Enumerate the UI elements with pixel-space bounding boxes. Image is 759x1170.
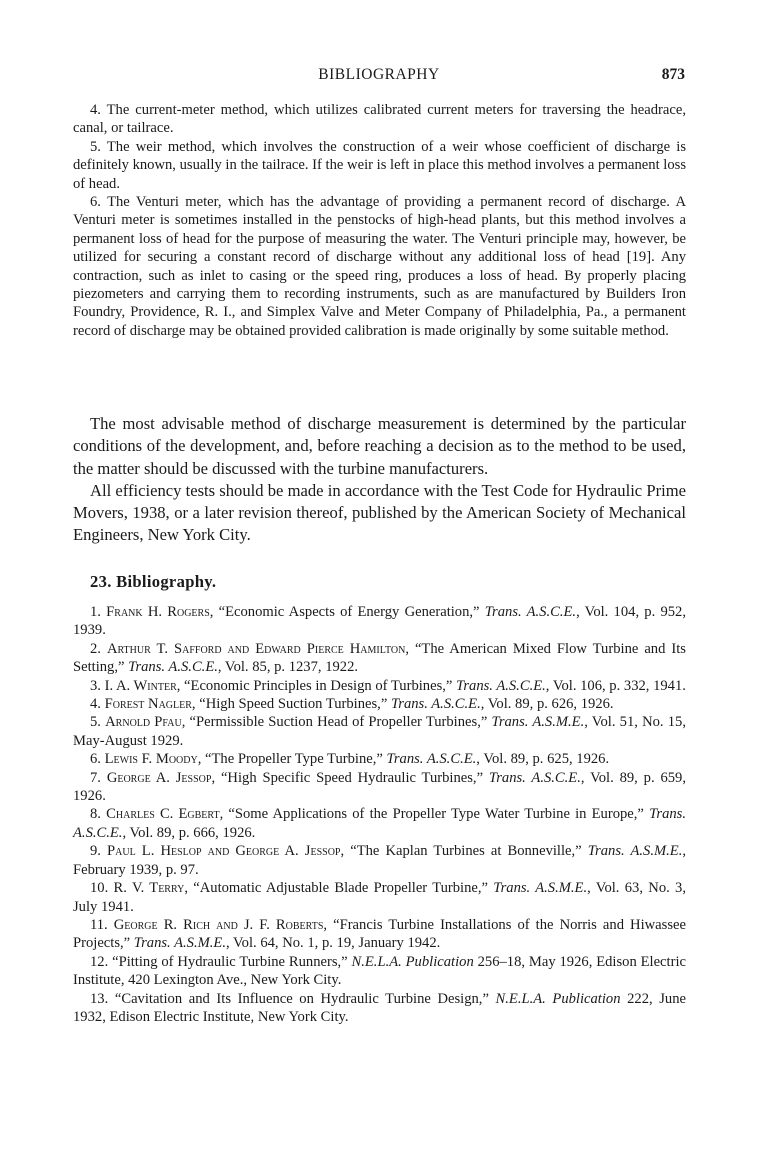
- reference-number: 3.: [90, 677, 101, 694]
- reference-title: , “The American Mixed Flow Turbine and Its Setting,”: [73, 640, 686, 676]
- reference-number: 10.: [90, 880, 109, 897]
- reference-journal: Trans. A.S.C.E.: [390, 696, 481, 713]
- reference-authors: Charles C. Egbert: [106, 806, 220, 823]
- bibliography-entry: [73, 713, 686, 750]
- reference-number: 12.: [90, 953, 109, 970]
- body-paragraph: All efficiency tests should be made in accordance with the Test Code for Hydraulic Prime Movers, 1938, or a later revision thereof, published by the American Society of Mechanical Engineers, New York City.: [73, 480, 686, 545]
- reference-authors: Paul L. Heslop and George A. Jessop: [107, 843, 341, 860]
- reference-authors: George A. Jessop: [106, 769, 212, 786]
- bibliography-entry: [73, 916, 686, 953]
- bibliography-entry: [73, 990, 686, 1027]
- reference-number: 1.: [90, 604, 101, 620]
- reference-authors: I. A. Winter: [104, 677, 177, 694]
- reference-title: , “The Kaplan Turbines at Bonneville,”: [340, 843, 588, 860]
- running-title: BIBLIOGRAPHY: [318, 66, 440, 83]
- reference-journal: Trans. A.S.C.E.: [484, 604, 577, 620]
- reference-authors: George R. Rich and J. F. Roberts: [113, 916, 324, 933]
- bibliography-entry: [73, 805, 686, 842]
- reference-journal: Trans. A.S.C.E.: [456, 677, 546, 694]
- reference-number: 6.: [90, 751, 101, 768]
- reference-title: , “Francis Turbine Installations of the Norris and Hiwassee Projects,”: [73, 916, 686, 952]
- method-item-venturi: 6. The Venturi meter, which has the advantage of providing a permanent record of discharge. A Venturi meter is sometimes installed in the penstocks of high-head plants, but this method involves a permanent loss of head for the purpose of measuring the water. The Venturi principle may, however, be utilized for securing a constant record of discharge without any additional loss of head [19]. Any contraction, such as inlet to casing or the speed ring, produces a loss of head. By properly placing piezometers and carrying them to recording instruments, such as are manufactured by Builders Iron Foundry, Providence, R. I., and Simplex Valve and Meter Company of Philadelphia, Pa., a permanent record of discharge may be obtained provided calibration is made originally by some suitable method.: [73, 194, 686, 339]
- reference-journal: Trans. A.S.M.E.: [133, 935, 226, 952]
- reference-number: 5.: [90, 714, 101, 731]
- reference-authors: Frank H. Rogers: [106, 604, 210, 620]
- reference-details: , Vol. 104, p. 952, 1939.: [73, 604, 687, 639]
- reference-journal: Trans. A.S.C.E.: [73, 806, 686, 841]
- reference-details: , Vol. 85, p. 1237, 1922.: [217, 659, 359, 676]
- reference-journal: Trans. A.S.M.E.: [493, 880, 588, 897]
- reference-title: , “The Propeller Type Turbine,”: [197, 751, 387, 768]
- reference-number: 11.: [90, 916, 108, 933]
- method-item-weir: 5. The weir method, which involves the construction of a weir whose coefficient of discharge is definitely known, usually in the tailrace. If the weir is left in place this method involves a permanent loss of head.: [73, 138, 686, 192]
- bibliography-entry: [73, 953, 686, 990]
- reference-number: 9.: [90, 843, 101, 860]
- reference-journal: Trans. A.S.M.E.: [491, 714, 585, 731]
- reference-journal: N.E.L.A. Publication: [351, 953, 474, 970]
- section-title: Bibliography.: [116, 572, 217, 591]
- bibliography-list: [73, 603, 686, 1026]
- reference-number: 7.: [90, 769, 101, 786]
- bibliography-entry: [73, 695, 686, 713]
- reference-details: , Vol. 89, p. 659, 1926.: [73, 769, 687, 805]
- reference-details: , Vol. 64, No. 1, p. 19, January 1942.: [225, 935, 441, 952]
- reference-details: , Vol. 89, p. 625, 1926.: [476, 751, 610, 768]
- reference-authors: Lewis F. Moody: [104, 751, 198, 768]
- reference-details: , Vol. 89, p. 666, 1926.: [122, 824, 256, 841]
- reference-details: 256–18, May 1926, Edison Electric Institute, 420 Lexington Ave., New York City.: [73, 953, 686, 989]
- reference-number: 13.: [90, 990, 109, 1007]
- section-number: 23.: [90, 572, 112, 591]
- reference-number: 4.: [90, 696, 101, 713]
- reference-details: , Vol. 51, No. 15, May-August 1929.: [73, 714, 686, 749]
- reference-title: , “Automatic Adjustable Blade Propeller Turbine,”: [184, 880, 494, 897]
- page-number: 873: [661, 66, 685, 83]
- reference-details: , Vol. 63, No. 3, July 1941.: [73, 880, 686, 915]
- bibliography-entry: [73, 842, 686, 879]
- reference-number: 2.: [90, 640, 101, 657]
- reference-journal: Trans. A.S.C.E.: [128, 659, 218, 676]
- reference-authors: Arthur T. Safford and Edward Pierce Hamilton: [106, 640, 406, 657]
- reference-journal: Trans. A.S.C.E.: [488, 769, 581, 786]
- reference-journal: N.E.L.A. Publication: [495, 990, 621, 1007]
- method-item-current-meter: 4. The current-meter method, which utilizes calibrated current meters for traversing the headrace, canal, or tailrace.: [73, 102, 686, 137]
- reference-details: 222, June 1932, Edison Electric Institute, New York City.: [73, 990, 686, 1025]
- reference-details: , February 1939, p. 97.: [73, 843, 686, 878]
- section-heading: [90, 572, 216, 592]
- reference-details: , Vol. 89, p. 626, 1926.: [480, 696, 614, 713]
- reference-title: , “Some Applications of the Propeller Type Water Turbine in Europe,”: [219, 806, 650, 823]
- bibliography-entry: [73, 750, 686, 768]
- reference-number: 8.: [90, 806, 101, 823]
- discharge-methods-list: [73, 101, 686, 340]
- reference-title: , “Permissible Suction Head of Propeller Turbines,”: [181, 714, 492, 731]
- reference-journal: Trans. A.S.M.E.: [587, 843, 683, 860]
- body-text: [73, 413, 686, 547]
- reference-authors: R. V. Terry: [113, 880, 185, 897]
- reference-details: , Vol. 106, p. 332, 1941.: [545, 677, 686, 694]
- reference-journal: Trans. A.S.C.E.: [386, 751, 477, 768]
- reference-title: , “Economic Aspects of Energy Generation,”: [209, 604, 485, 620]
- page-header: [73, 66, 685, 88]
- bibliography-entry: [73, 879, 686, 916]
- reference-title: , “High Specific Speed Hydraulic Turbines,”: [211, 769, 489, 786]
- reference-title: “Cavitation and Its Influence on Hydraulic Turbine Design,”: [114, 990, 496, 1007]
- bibliography-entry: [73, 640, 686, 677]
- bibliography-entry: [73, 677, 686, 695]
- reference-title: “Pitting of Hydraulic Turbine Runners,”: [112, 953, 352, 970]
- reference-title: , “Economic Principles in Design of Turbines,”: [176, 677, 457, 694]
- reference-authors: Forest Nagler: [104, 696, 192, 713]
- bibliography-entry: [73, 769, 686, 806]
- body-paragraph: The most advisable method of discharge measurement is determined by the particular conditions of the development, and, before reaching a decision as to the method to be used, the matter should be discussed with the turbine manufacturers.: [73, 414, 686, 478]
- reference-authors: Arnold Pfau: [105, 714, 182, 731]
- bibliography-entry: [73, 603, 686, 640]
- reference-title: , “High Speed Suction Turbines,”: [191, 696, 391, 713]
